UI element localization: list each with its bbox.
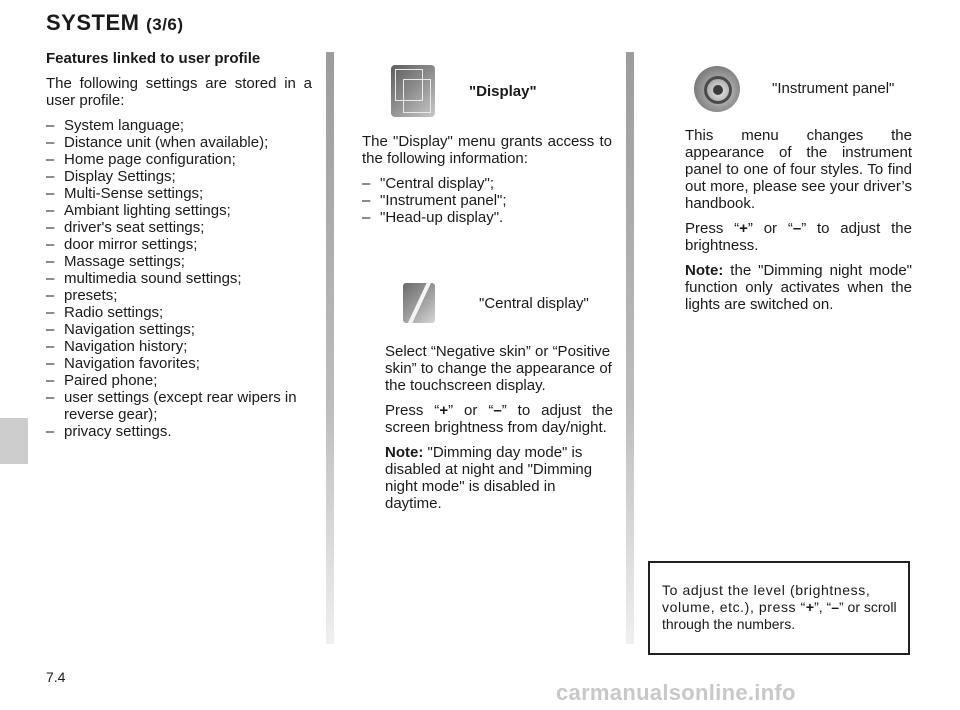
list-item: – multimedia sound settings; xyxy=(46,270,312,287)
list-item: – Paired phone; xyxy=(46,372,312,389)
list-item: – door mirror settings; xyxy=(46,236,312,253)
list-item: – Display Settings; xyxy=(46,168,312,185)
central-display-section xyxy=(385,343,613,512)
title-main: SYSTEM xyxy=(46,10,140,35)
list-item: – Navigation settings; xyxy=(46,321,312,338)
central-text: Select “Negative skin” or “Positive skin” to change the appearance of the touchscreen display. xyxy=(385,343,612,394)
chapter-tab xyxy=(0,418,28,464)
left-column xyxy=(46,50,312,440)
instrument-panel-icon xyxy=(694,66,740,112)
column-divider-left xyxy=(326,52,334,644)
instrument-panel-label: "Instrument panel" xyxy=(772,80,895,97)
page-number: 7.4 xyxy=(46,669,66,685)
central-note: Note: "Dimming day mode" is disabled at night and "Dimming night mode" is disabled in daytime. xyxy=(385,444,593,512)
adjust-level-text: To adjust the level (brightness, volume, etc.), press “+”, “–” or scroll through the numbers. xyxy=(662,582,897,632)
list-item: – Navigation favorites; xyxy=(46,355,312,372)
list-item: – "Instrument panel"; xyxy=(362,192,612,209)
column-divider-right xyxy=(626,52,634,644)
display-items-list xyxy=(362,175,612,226)
list-item: – driver's seat settings; xyxy=(46,219,312,236)
list-item: – Multi-Sense settings; xyxy=(46,185,312,202)
instrument-text: This menu changes the appearance of the instrument panel to one of four styles. To find out more, please see your driver’s handbook. xyxy=(685,127,912,212)
list-item: – Navigation history; xyxy=(46,338,312,355)
list-item: – Home page configuration; xyxy=(46,151,312,168)
instrument-press-text: Press “+” or “–” to adjust the brightness. xyxy=(685,220,912,254)
display-text: The "Display" menu grants access to the following information: xyxy=(362,133,612,167)
display-menu-icon xyxy=(391,65,435,117)
list-item: – user settings (except rear wipers in reverse gear); xyxy=(46,389,312,423)
instrument-panel-section xyxy=(685,127,912,313)
list-item: – "Head-up display". xyxy=(362,209,612,226)
central-display-icon xyxy=(403,283,435,323)
instrument-note: Note: the "Dimming night mode" function only activates when the lights are switched on. xyxy=(685,262,912,313)
display-section xyxy=(362,133,612,226)
title-part: (3/6) xyxy=(146,15,184,34)
list-item: – presets; xyxy=(46,287,312,304)
list-item: – Ambiant lighting settings; xyxy=(46,202,312,219)
profile-intro: The following settings are stored in a user profile: xyxy=(46,75,312,109)
page-title xyxy=(46,10,184,35)
profile-settings-list xyxy=(46,117,312,440)
list-item: – "Central display"; xyxy=(362,175,612,192)
list-item: – System language; xyxy=(46,117,312,134)
profile-heading: Features linked to user profile xyxy=(46,50,261,67)
central-display-label: "Central display" xyxy=(479,295,589,312)
list-item: – Massage settings; xyxy=(46,253,312,270)
central-press-text: Press “+” or “–” to adjust the screen brightness from day/night. xyxy=(385,402,613,436)
adjust-level-info-box xyxy=(648,561,910,655)
watermark: carmanualsonline.info xyxy=(556,680,796,705)
list-item: – Radio settings; xyxy=(46,304,312,321)
list-item: – privacy settings. xyxy=(46,423,312,440)
display-label: "Display" xyxy=(469,83,537,100)
list-item: – Distance unit (when available); xyxy=(46,134,312,151)
